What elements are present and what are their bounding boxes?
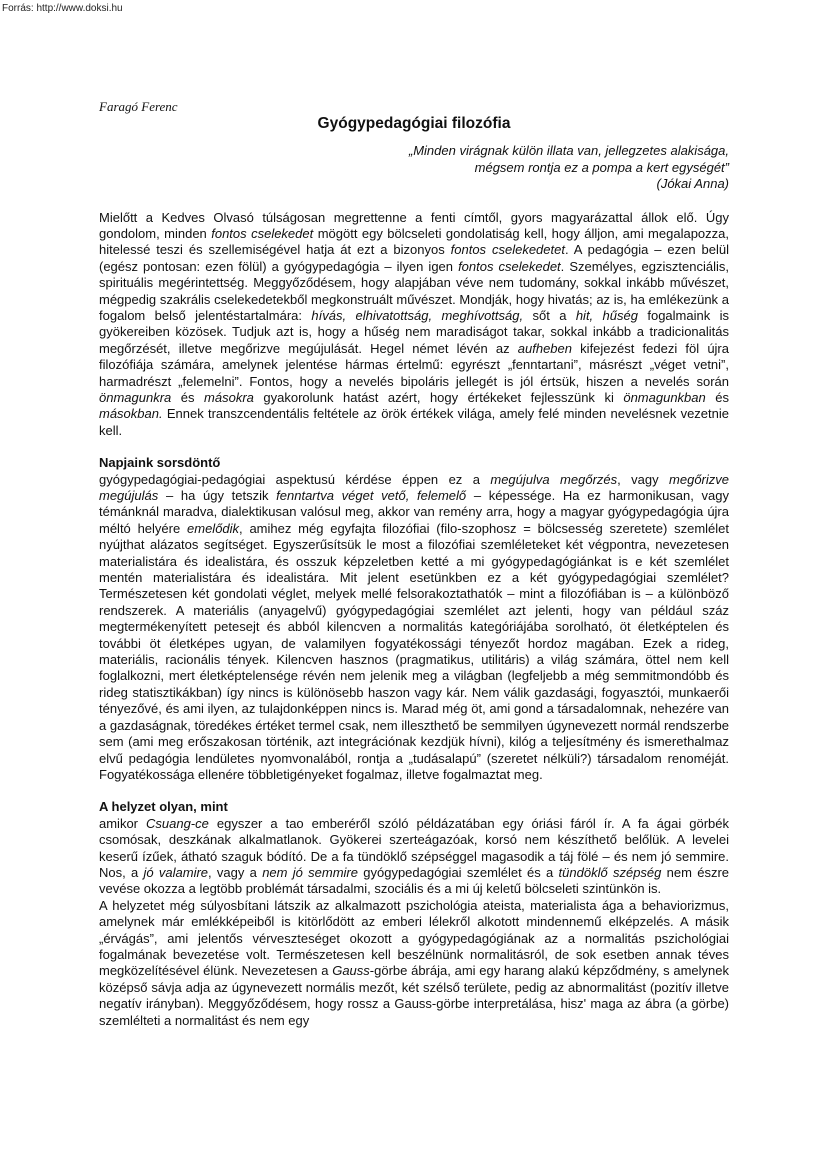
text-run: – képessége. Ha ez harmonikusan, vagy témánknál maradva, dialektikusan valósul meg, akkor van remény arra, hogy a magyar gyógypedagógia újra méltó helyére [99, 488, 730, 536]
italic-text-run: fontos cselekedet [211, 225, 314, 241]
italic-text-run: tündöklő szépség [558, 864, 662, 880]
text-run: fogalmaink is gyökereiben közösek. Tudjuk azt is, hogy a hűség nem maradiságot takar, sokkal inkább a tradicionalitás megőrzését, illetve megőrizve megújulását. Hegel német lévén az [99, 307, 729, 356]
italic-text-run: fontos cselekedet [458, 258, 561, 274]
text-run: gyógypedagógiai szemlélet és a [357, 864, 559, 880]
italic-text-run: Csuang-ce [146, 815, 209, 831]
italic-text-run: hívás, elhivatottság, meghívottság, [311, 307, 524, 323]
section-heading: Napjaink sorsdöntő [99, 455, 221, 471]
page-title: Gyógypedagógiai filozófia [317, 115, 511, 132]
section-paragraph [99, 898, 729, 1029]
source-label: Forrás: http://www.doksi.hu [2, 3, 123, 14]
text-run: egyszer a tao emberéről szóló példázatában egy óriási fáról ír. A fa ágai görbék csomósak, deszkának alkalmatlanok. Gyökerei szerteágazóak, korsó nem készíthető belőlük. A levelei keserű ízűek, átható szaguk bódító. De a fa tündöklő szépséggel magasodik a táj fölé – és nem jó semmire. Nos, a [99, 815, 729, 880]
text-run: Mielőtt a Kedves Olvasó túlságosan megrettenne a fenti címtől, gyors magyarázattal állok elő. Úgy gondolom, minden [99, 209, 729, 241]
text-run: gyógypedagógiai-pedagógiai aspektusú kérdése éppen ez a [99, 471, 491, 487]
italic-text-run: másokban. [99, 406, 163, 422]
text-run: -görbe ábrája, ami egy harang alakú képződmény, s amelynek középső sávja adja az úgynevezett normális mezőt, két szélső területe, pedig az abnormalitást (pozitív illetve negatív irányban). Meggyőződésem, hogy rossz a Gauss-görbe interpretálása, hisz' maga az ábra (a görbe) szemlélteti a normalitást és nem egy [99, 963, 729, 1028]
text-run: , amihez még egyfajta filozófiai (filo-szophosz = bölcsesség szeretete) szemlélet nyújthat alázatos segítséget. Egyszerűsítsük le most a filozófiai szemléleteket két végpontra, nevezetesen materialistára és idealistára, és osszuk képzeletben ketté a mi gyógypedagógiánkat is e két szemlélet mentén materialistára és idealistára. Mit jelent esetünkben ez a két gyógypedagógiai szemlélet? Természetesen két gondolati véglet, melyek mellé felsorakoztathatók – mint a filozófiában is – a különböző rendszerek. A materiális (anyagelvű) gyógypedagógiai szemlélet azt jelenti, hogy van például száz megtermékenyített petesejt és abból kilencven a normalitás kategóriájába sorolható, öt életképtelen és további öt életképes ugyan, de valamilyen fogyatékossági tényezőt hordoz magában. Ezek a rideg, materiális, racionális tények. Kilencven hasznos (pragmatikus, utilitáris) a világ számára, öttel nem kell foglalkozni, mert életképtelensége révén nem jelenik meg a világban (legfeljebb a még semmitmondóbb és rideg statisztikákban) így nincs is különösebb haszon vagy kár. Nem válik gazdasági, fogyasztói, munkaerői tényezővé, és ami ilyen, az tulajdonképpen nincs is. Marad még öt, ami gond a társadalomnak, nehezére van a gazdaságnak, töredékes értéket termel csak, nem illeszthető be semmilyen úgynevezett normál rendszerbe sem (ami meg erőszakosan történik, azt integrációnak kezdjük hívni), kilóg a teljesítmény és ismerethalmaz elvű pedagógia lendületes nyomvonalából, rontja a „tudásalapú” (szeretet nélküli?) társadalom renoméját. Fogyatékossága ellenére többletigényeket fogalmaz, illetve fogalmaztat meg. [99, 520, 729, 782]
italic-text-run: fenntartva véget vető, felemelő [276, 488, 467, 503]
text-run: és [171, 389, 205, 405]
motto-attribution: (Jókai Anna) [656, 176, 729, 191]
intro-paragraph [99, 210, 729, 440]
italic-text-run: hit, hűség [575, 307, 638, 323]
italic-text-run: emelődik [187, 520, 240, 536]
text-run: . Személyes, egzisztenciális, spirituális megérintettség. Meggyőződésem, hogy alapjában véve nem tudomány, sokkal inkább művészet, mégpedig szakrális cselekedetekből megkonstruált művészet. Mondják, hogy hivatás; az is, ha emlékezünk a fogalom belső jelentéstartalmára: [99, 258, 729, 323]
italic-text-run: nem jó semmire [262, 864, 358, 880]
text-run: kifejezést fedezi föl újra filozófiája számára, amelynek jelentése hármas értelmű: egyrészt „fenntartani”, másrészt „véget vetni”, harmadrészt „felemelni”. Fontos, hogy a nevelés bipoláris jellegét is jól értsük, hiszen a nevelés során [99, 340, 729, 389]
text-run: gyakorolunk hatást azért, hogy értékeket fejlesszünk ki [253, 389, 624, 405]
italic-text-run: megújulva megőrzés [490, 471, 618, 487]
text-run: . A pedagógia – ezen belül (egész pontosan: ezen fölül) a gyógypedagógia – ilyen igen [99, 242, 729, 274]
author-name: Faragó Ferenc [99, 99, 178, 114]
italic-text-run: Gauss [332, 963, 370, 979]
italic-text-run: másokra [204, 389, 254, 405]
italic-text-run: fontos cselekedetet [450, 242, 565, 258]
text-run: – ha úgy tetszik [158, 488, 277, 503]
text-run: A helyzetet még súlyosbítani látszik az alkalmazott pszichológia ateista, materialista ága a behaviorizmus, amelynek már emlékképeiből is kitörlődött az emberi lélekről alkotott mindennemű elképzelés. A másik „érvágás”, ami jelentős vérveszteséget okozott a gyógypedagógiának az a normalitás pszichológiai fogalmának bevezetése volt. Természetesen kell beszélnünk normalitásról, de sok esetben annak téves megközelítésével élünk. Nevezetesen a [99, 897, 729, 979]
italic-text-run: megőrizve megújulás [99, 471, 729, 503]
motto-line: mégsem rontja ez a pompa a kert egységét” [474, 159, 729, 175]
text-run: , vagy a [208, 864, 263, 880]
italic-text-run: jó valamire [143, 864, 209, 880]
italic-text-run: önmagunkra [99, 389, 172, 405]
motto-line: „Minden virágnak külön illata van, jellegzetes alakisága, [408, 143, 729, 158]
text-run: nem észre vevése okozza a legtöbb problémát társadalmi, szociális és a mi új keletű bölcseleti szintünkön is. [99, 864, 730, 897]
text-run: mögött egy bölcseleti gondolatiság kell, hogy álljon, ami megalapozza, hitelessé teszi és szellemiségével hatja át ezt a bizonyos [99, 225, 729, 258]
text-run: amikor [99, 815, 146, 831]
text-run: Ennek transzcendentális feltétele az örök értékek világa, amely felé minden nevelésnek vezetnie kell. [99, 406, 729, 438]
section-heading: A helyzet olyan, mint [99, 799, 228, 815]
document-page [99, 99, 729, 1029]
text-run: sőt a [523, 307, 576, 323]
italic-text-run: aufheben [517, 340, 572, 356]
italic-text-run: önmagunkban [623, 389, 706, 405]
section-paragraph [99, 472, 729, 784]
motto-quote [99, 143, 729, 193]
text-run: és [705, 389, 729, 405]
text-run: , vagy [617, 471, 670, 487]
section-paragraph [99, 816, 729, 898]
